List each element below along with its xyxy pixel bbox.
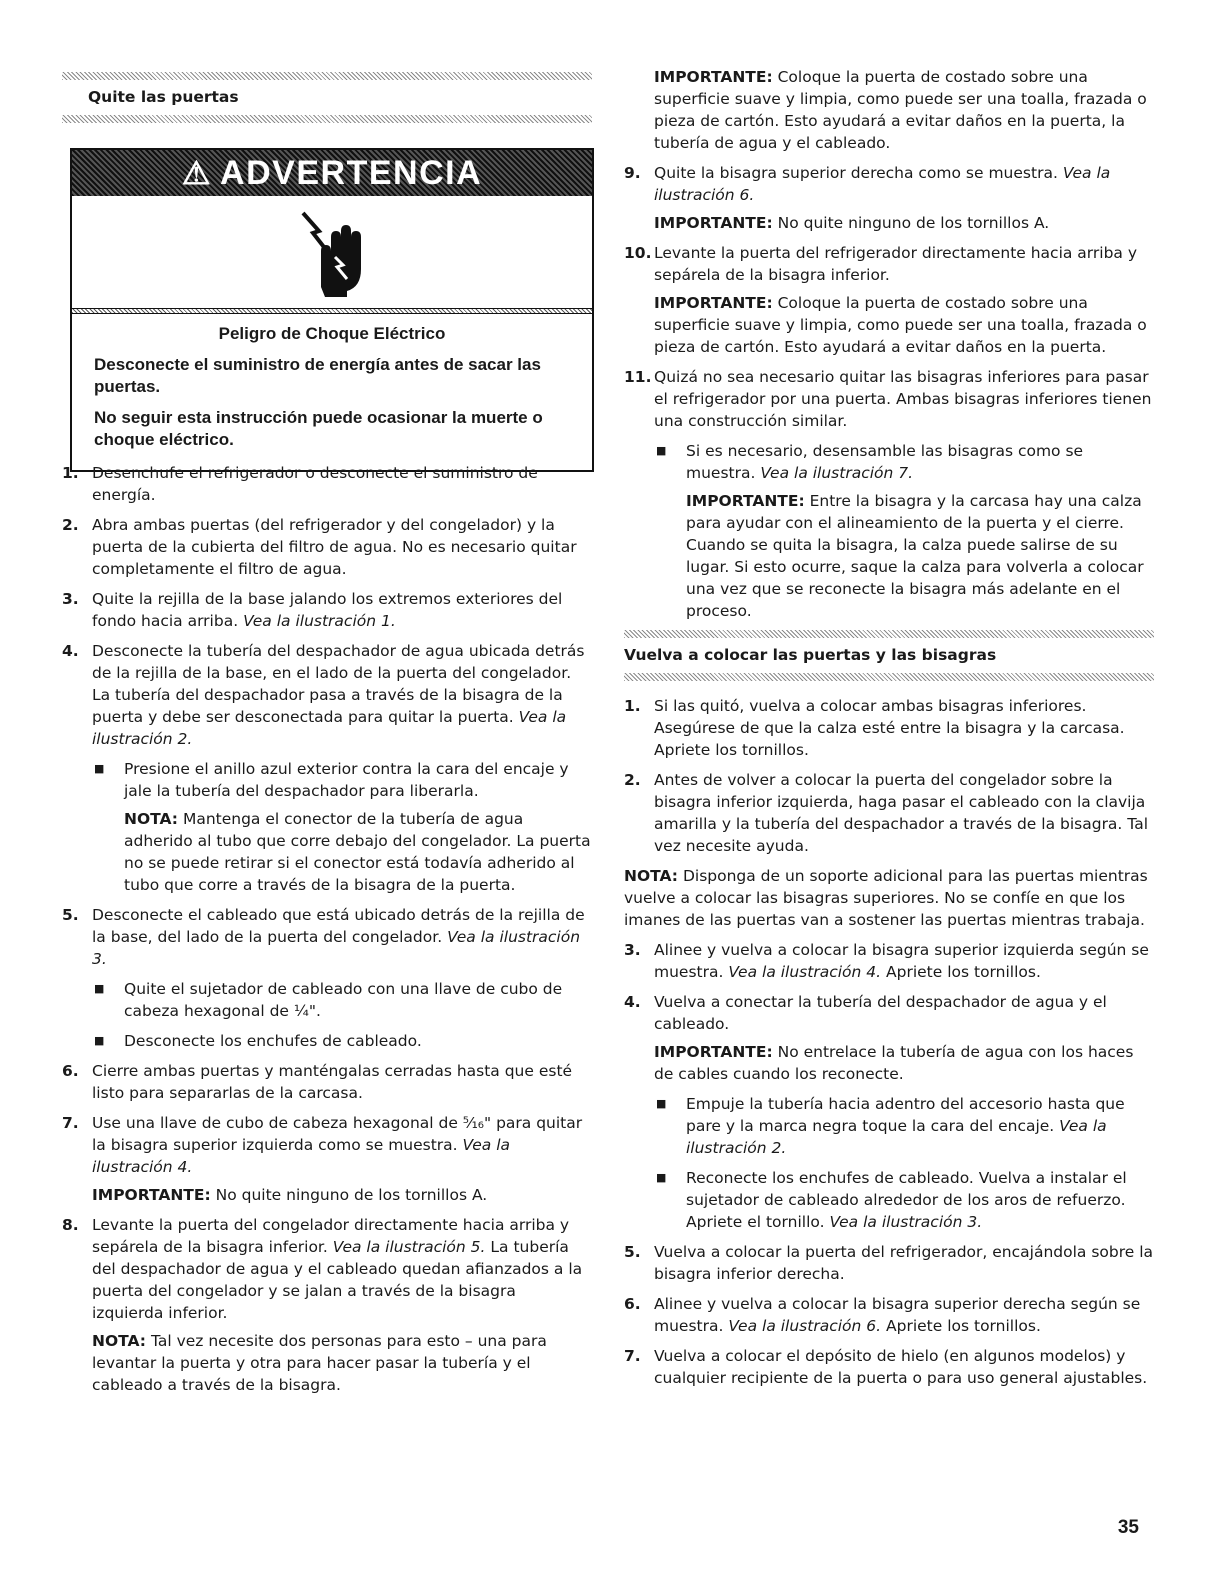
- step-text: Cierre ambas puertas y manténgalas cerradas hasta que esté listo para separarlas de la carcasa.: [92, 1062, 573, 1102]
- bullet-text: Presione el anillo azul exterior contra la cara del encaje y jale la tubería del despachador para liberarla.: [124, 760, 569, 800]
- step-number: 6.: [624, 1295, 641, 1313]
- step-number: 4.: [624, 993, 641, 1011]
- electric-shock-hand-icon: [72, 196, 592, 308]
- section-rule: [624, 673, 1154, 681]
- illustration-ref: Vea la ilustración 2.: [686, 1117, 1107, 1157]
- step-number: 2.: [62, 516, 79, 534]
- step-text: Alinee y vuelva a colocar la bisagra superior izquierda según se muestra.: [654, 941, 1149, 981]
- bullet-item: [92, 978, 592, 1022]
- list-item: [624, 769, 1154, 857]
- list-item: [62, 514, 592, 580]
- page-number: 35: [1117, 1517, 1139, 1538]
- list-item: [624, 991, 1154, 1233]
- list-item: [624, 242, 1154, 358]
- step-number: 4.: [62, 642, 79, 660]
- step-text: Si las quitó, vuelva a colocar ambas bisagras inferiores. Asegúrese de que la calza esté entre la bisagra y la carcasa. Apriete los tornillos.: [654, 697, 1125, 759]
- important-label: IMPORTANTE:: [654, 294, 773, 312]
- warning-title: [72, 150, 592, 196]
- important-note: [654, 212, 1154, 234]
- illustration-ref: Vea la ilustración 5.: [332, 1238, 486, 1256]
- list-item: [624, 162, 1154, 234]
- bullet-item: [654, 1167, 1154, 1233]
- step-number: 3.: [624, 941, 641, 959]
- step-text: Abra ambas puertas (del refrigerador y del congelador) y la puerta de la cubierta del filtro de agua. No es necesario quitar completamente el filtro de agua.: [92, 516, 577, 578]
- note: [124, 808, 592, 896]
- important-text: No quite ninguno de los tornillos A.: [777, 214, 1050, 232]
- step-number: 8.: [62, 1216, 79, 1234]
- note-label: NOTA:: [92, 1332, 147, 1350]
- step-text: La tubería del despachador de agua y el cableado quedan afianzados a la puerta del congelador y se jalan a través de la bisagra izquierda inferior.: [92, 1238, 583, 1322]
- important-note: [686, 490, 1154, 622]
- section-title: Vuelva a colocar las puertas y las bisagras: [624, 646, 997, 664]
- important-text: Coloque la puerta de costado sobre una superficie suave y limpia, como puede ser una toalla, frazada o pieza de cartón. Esto ayudará a evitar daños en la puerta, la tubería de agua y el cableado.: [654, 68, 1147, 152]
- important-text: No entrelace la tubería de agua con los haces de cables cuando los reconecte.: [654, 1043, 1134, 1083]
- hazard-title: Peligro de Choque Eléctrico: [218, 324, 446, 343]
- bullet-item: [654, 1093, 1154, 1159]
- step-number: 11.: [624, 368, 652, 386]
- step-number: 2.: [624, 771, 641, 789]
- warning-triangle-icon: ⚠: [181, 155, 213, 191]
- list-item: [62, 1214, 592, 1396]
- step-text: Apriete los tornillos.: [886, 1317, 1041, 1335]
- step-text: Apriete los tornillos.: [886, 963, 1041, 981]
- warning-line-1: Desconecte el suministro de energía antes de sacar las puertas.: [94, 355, 541, 396]
- step-number: 3.: [62, 590, 79, 608]
- step-number: 1.: [624, 697, 641, 715]
- step-number: 5.: [62, 906, 79, 924]
- step-text: Desconecte el cableado que está ubicado detrás de la rejilla de la base, del lado de la puerta del congelador.: [92, 906, 585, 946]
- step-text: Levante la puerta del refrigerador directamente hacia arriba y sepárela de la bisagra inferior.: [654, 244, 1138, 284]
- list-item: [624, 366, 1154, 622]
- illustration-ref: Vea la ilustración 3.: [92, 928, 581, 968]
- warning-title-text: ADVERTENCIA: [220, 153, 483, 192]
- important-label: IMPORTANTE:: [686, 492, 805, 510]
- step-number: 10.: [624, 244, 652, 262]
- left-column: [62, 0, 592, 123]
- list-item: [62, 588, 592, 632]
- bullet-item: [654, 440, 1154, 622]
- step-text: Alinee y vuelva a colocar la bisagra superior derecha según se muestra.: [654, 1295, 1141, 1335]
- note-label: NOTA:: [624, 867, 679, 885]
- list-item: [624, 939, 1154, 983]
- important-text: No quite ninguno de los tornillos A.: [215, 1186, 488, 1204]
- note-text: Mantenga el conector de la tubería de agua adherido al tubo que corre debajo del congelador. La puerta no se puede retirar si el conector está todavía adherido al tubo que corre a través de la bisagra de la puerta.: [124, 810, 591, 894]
- warning-line-2: No seguir esta instrucción puede ocasionar la muerte o choque eléctrico.: [94, 408, 543, 449]
- illustration-ref: Vea la ilustración 4.: [92, 1136, 511, 1176]
- note-label: NOTA:: [124, 810, 179, 828]
- step-number: 7.: [62, 1114, 79, 1132]
- illustration-ref: Vea la ilustración 4.: [728, 963, 882, 981]
- illustration-ref: Vea la ilustración 3.: [829, 1213, 983, 1231]
- important-label: IMPORTANTE:: [654, 1043, 773, 1061]
- list-item: [62, 1060, 592, 1104]
- note: [624, 865, 1154, 931]
- list-item: [624, 695, 1154, 761]
- warning-box: [70, 148, 594, 472]
- bullet-item: [92, 758, 592, 896]
- list-item: [62, 462, 592, 506]
- note-text: Disponga de un soporte adicional para las puertas mientras vuelve a colocar las bisagras superiores. No se confíe en que los imanes de las puertas van a sostener las puertas mientras trabaja.: [624, 867, 1148, 929]
- list-item: [624, 1241, 1154, 1285]
- warning-body: [72, 314, 592, 470]
- step-text: Use una llave de cubo de cabeza hexagonal de ⁵⁄₁₆" para quitar la bisagra superior izquierda como se muestra.: [92, 1114, 583, 1154]
- important-note: [654, 1041, 1154, 1085]
- important-note: [624, 66, 1154, 154]
- step-text: Levante la puerta del congelador directamente hacia arriba y sepárela de la bisagra inferior.: [92, 1216, 570, 1256]
- illustration-ref: Vea la ilustración 7.: [760, 464, 914, 482]
- list-item: [62, 904, 592, 1052]
- bullet-text: Reconecte los enchufes de cableado. Vuelva a instalar el sujetador de cableado alrededor de los aros de refuerzo. Apriete el tornillo.: [686, 1169, 1127, 1231]
- step-text: Quite la bisagra superior derecha como se muestra.: [654, 164, 1058, 182]
- bullet-text: Si es necesario, desensamble las bisagras como se muestra.: [686, 442, 1084, 482]
- right-column: [624, 66, 1154, 1397]
- step-number: 6.: [62, 1062, 79, 1080]
- step-text: Desenchufe el refrigerador o desconecte el suministro de energía.: [92, 464, 538, 504]
- step-number: 7.: [624, 1347, 641, 1365]
- section-rule: [62, 72, 592, 80]
- note-text: Tal vez necesite dos personas para esto – una para levantar la puerta y otra para hacer pasar la tubería y el cableado a través de la bisagra.: [92, 1332, 547, 1394]
- step-number: 1.: [62, 464, 79, 482]
- important-text: Entre la bisagra y la carcasa hay una calza para ayudar con el alineamiento de la puerta y el cierre. Cuando se quita la bisagra, la calza puede salirse de su lugar. Si esto ocurre, saque la calza para volverla a colocar una vez que se reconecte la bisagra más adelante en el proceso.: [686, 492, 1144, 620]
- bullet-item: [92, 1030, 592, 1052]
- step-text: Antes de volver a colocar la puerta del congelador sobre la bisagra inferior izquierda, haga pasar el cableado con la clavija amarilla y la tubería del despachador a través de la bisagra. Tal vez necesite ayuda.: [654, 771, 1148, 855]
- important-label: IMPORTANTE:: [654, 68, 773, 86]
- list-item: [62, 1112, 592, 1206]
- list-item: [624, 1293, 1154, 1337]
- illustration-ref: Vea la ilustración 6.: [728, 1317, 882, 1335]
- illustration-ref: Vea la ilustración 1.: [243, 612, 396, 630]
- section-title: Quite las puertas: [88, 88, 239, 106]
- step-text: Vuelva a colocar la puerta del refrigerador, encajándola sobre la bisagra inferior derecha.: [654, 1243, 1154, 1283]
- section-rule: [624, 630, 1154, 638]
- section-rule: [62, 115, 592, 123]
- illustration-ref: Vea la ilustración 2.: [92, 708, 567, 748]
- note: [92, 1330, 592, 1396]
- step-text: Vuelva a colocar el depósito de hielo (en algunos modelos) y cualquier recipiente de la puerta o para uso general ajustables.: [654, 1347, 1148, 1387]
- step-number: 5.: [624, 1243, 641, 1261]
- step-number: 9.: [624, 164, 641, 182]
- bullet-text: Empuje la tubería hacia adentro del accesorio hasta que pare y la marca negra toque la cara del encaje.: [686, 1095, 1125, 1135]
- important-label: IMPORTANTE:: [92, 1186, 211, 1204]
- step-text: Quite la rejilla de la base jalando los extremos exteriores del fondo hacia arriba.: [92, 590, 563, 630]
- step-text: Quizá no sea necesario quitar las bisagras inferiores para pasar el refrigerador por una puerta. Ambas bisagras inferiores tienen una construcción similar.: [654, 368, 1152, 430]
- bullet-text: Desconecte los enchufes de cableado.: [124, 1032, 422, 1050]
- list-item: [62, 640, 592, 896]
- important-note: [654, 292, 1154, 358]
- step-text: Desconecte la tubería del despachador de agua ubicada detrás de la rejilla de la base, en el lado de la puerta del congelador. La tubería del despachador pasa a través de la bisagra de la puerta y debe ser desconectada para quitar la puerta.: [92, 642, 585, 726]
- step-text: Vuelva a conectar la tubería del despachador de agua y el cableado.: [654, 993, 1107, 1033]
- left-steps: [62, 462, 592, 1404]
- list-item: [624, 1345, 1154, 1389]
- important-text: Coloque la puerta de costado sobre una superficie suave y limpia, como puede ser una toalla, frazada o pieza de cartón. Esto ayudará a evitar daños en la puerta.: [654, 294, 1147, 356]
- illustration-ref: Vea la ilustración 6.: [654, 164, 1111, 204]
- bullet-text: Quite el sujetador de cableado con una llave de cubo de cabeza hexagonal de ¼".: [124, 980, 563, 1020]
- important-label: IMPORTANTE:: [654, 214, 773, 232]
- important-note: [92, 1184, 592, 1206]
